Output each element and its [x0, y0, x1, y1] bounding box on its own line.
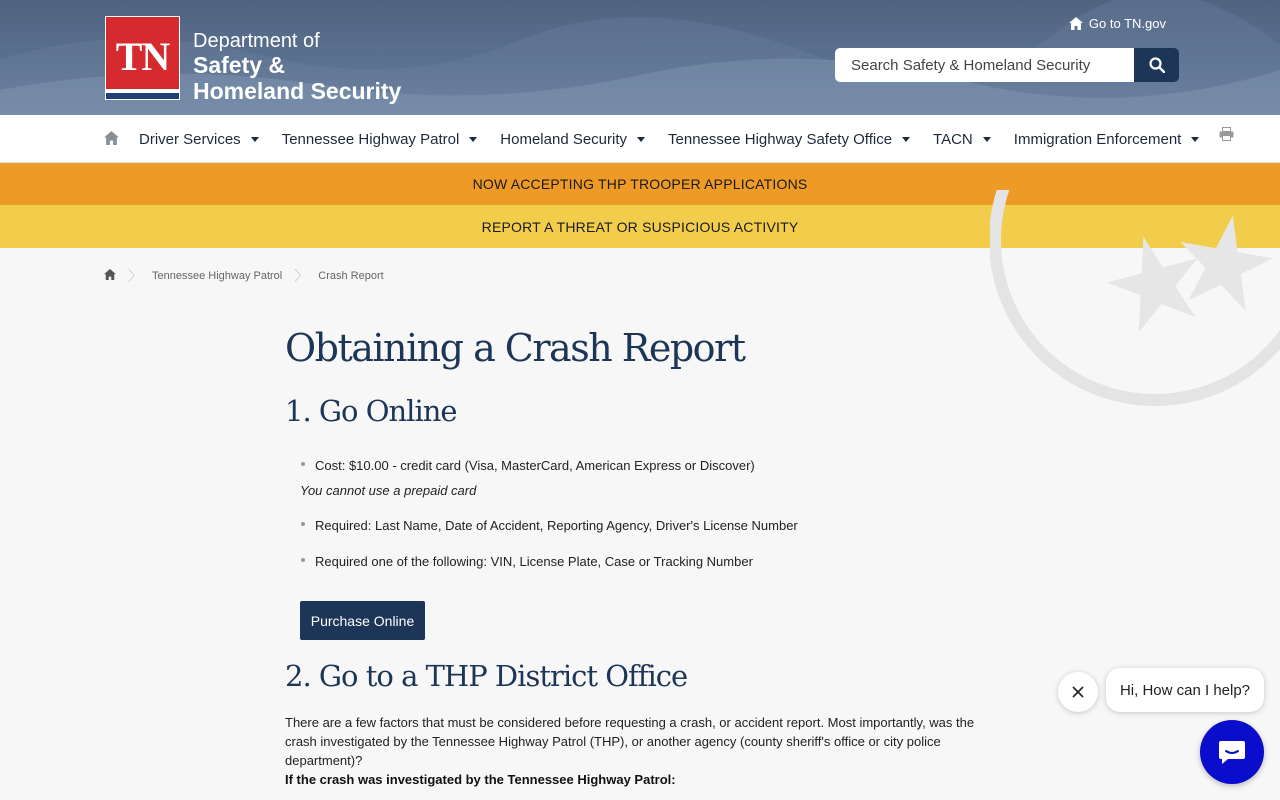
breadcrumb [104, 266, 384, 286]
home-icon [104, 269, 116, 280]
section-heading-district-office: 2. Go to a THP District Office [285, 659, 688, 693]
site-logo[interactable] [105, 16, 401, 104]
nav-item-driver-services[interactable] [139, 131, 259, 148]
caret-down-icon [902, 137, 910, 142]
nav-item-tennessee-highway-patrol[interactable] [282, 131, 478, 148]
breadcrumb-home-link[interactable] [104, 269, 116, 283]
goto-link-label: Go to TN.gov [1088, 16, 1166, 31]
nav-item-immigration-enforcement[interactable] [1014, 131, 1200, 148]
logo-line-3: Homeland Security [193, 78, 402, 104]
breadcrumb-current: Crash Report [318, 270, 384, 282]
home-icon [104, 131, 119, 145]
print-icon [1219, 127, 1234, 141]
nav-menu [139, 115, 1222, 163]
caret-down-icon [251, 137, 259, 142]
caret-down-icon [983, 137, 991, 142]
nav-home-link[interactable] [104, 131, 119, 150]
nav-item-homeland-security[interactable] [500, 131, 645, 148]
logo-line-1: Department of [193, 30, 320, 52]
search-button[interactable] [1134, 48, 1179, 82]
site-header [0, 0, 1280, 115]
search-input[interactable] [835, 48, 1134, 82]
list-item: Required: Last Name, Date of Accident, Reporting Agency, Driver's License Number [300, 518, 798, 533]
purchase-online-button[interactable]: Purchase Online [300, 601, 425, 640]
main-nav [0, 115, 1280, 163]
logo-line-2: Safety & [193, 52, 286, 78]
nav-item-tacn[interactable] [933, 131, 991, 148]
goto-tn-gov-link[interactable] [1069, 16, 1166, 31]
chat-dismiss-button[interactable] [1058, 672, 1098, 712]
logo-mark-text: TN [115, 34, 170, 79]
section-heading-go-online: 1. Go Online [285, 394, 457, 428]
print-button[interactable] [1219, 127, 1234, 146]
tri-star-seal-watermark [990, 190, 1280, 430]
close-icon [1072, 686, 1084, 698]
breadcrumb-separator-icon: 〉 [294, 268, 309, 284]
nav-item-label: TACN [933, 130, 973, 148]
logo-wordmark [193, 30, 401, 104]
banner-text: REPORT A THREAT OR SUSPICIOUS ACTIVITY [481, 218, 799, 235]
list-item: Required one of the following: VIN, License Plate, Case or Tracking Number [300, 554, 753, 569]
caret-down-icon [469, 137, 477, 142]
main-content [285, 318, 995, 787]
list-item: Cost: $10.00 - credit card (Visa, MasterCard, American Express or Discover) [300, 458, 755, 473]
caret-down-icon [637, 137, 645, 142]
breadcrumb-thp-link[interactable]: Tennessee Highway Patrol [152, 270, 283, 282]
chat-greeting-text: Hi, How can I help? [1119, 681, 1251, 699]
district-office-paragraph: There are a few factors that must be considered before requesting a crash, or accident report. Most importantly, was the crash investigated by the Tennessee Highway Patrol (THP), or another agency (county sheriff's office or city police department)? [285, 715, 975, 768]
nav-item-label: Homeland Security [500, 130, 628, 148]
prepaid-card-note: You cannot use a prepaid card [300, 483, 477, 498]
nav-item-label: Immigration Enforcement [1013, 130, 1182, 148]
thp-investigated-heading: If the crash was investigated by the Tennessee Highway Patrol: [285, 772, 676, 787]
search-icon [1149, 57, 1165, 73]
nav-item-label: Tennessee Highway Safety Office [668, 130, 893, 148]
chat-launcher-button[interactable] [1200, 720, 1264, 784]
nav-item-highway-safety-office[interactable] [668, 131, 910, 148]
home-icon [1069, 17, 1083, 30]
tn-logo-mark [105, 16, 180, 100]
caret-down-icon [1191, 137, 1199, 142]
chat-greeting-bubble[interactable] [1106, 668, 1264, 712]
breadcrumb-separator-icon: 〉 [128, 268, 142, 284]
chat-icon [1217, 737, 1247, 767]
nav-item-label: Driver Services [139, 130, 241, 148]
nav-item-label: Tennessee Highway Patrol [281, 130, 460, 148]
site-search [835, 48, 1179, 82]
banner-text: NOW ACCEPTING THP TROOPER APPLICATIONS [472, 176, 808, 192]
page-title: Obtaining a Crash Report [285, 326, 745, 370]
